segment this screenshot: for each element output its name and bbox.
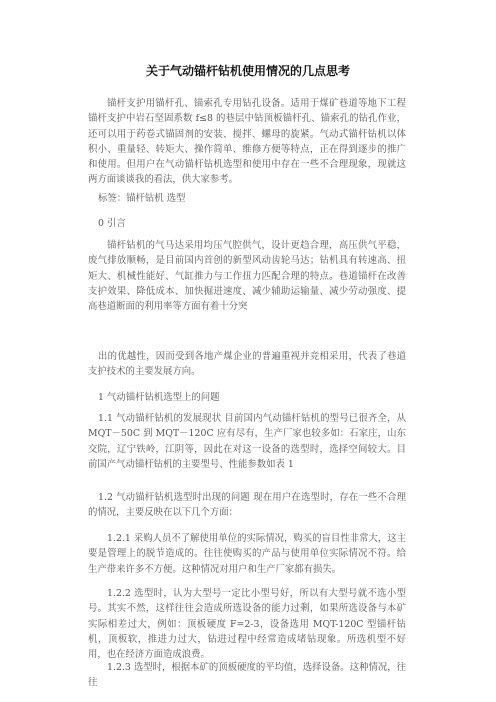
section-1-heading: 1 气动锚杆钻机选型上的问题	[98, 392, 220, 403]
section-1-2-2-paragraph: 1.2.2 选型时，认为大型号一定比小型号好，所以有大型号就不选小型号。其实不然，这样往往会造成所选设备的能力过剩，如果所选设备与本矿实际相差过大，例如：顶板硬度 F=2-3，设备选用 MQT-120C 型锚杆钻机，顶板软，推进力过大，钻进过程中经常造成堵钻现象。所选机型不好用，也在经济方面造成浪费。	[88, 588, 406, 661]
section-1-2-3-paragraph: 1.2.3 选型时，根据本矿的顶板硬度的平均值，选择设备。这种情况，往往	[88, 662, 406, 689]
intro-paragraph-2: 出的优越性，因而受到各地产煤企业的普遍重视并竞相采用，代表了巷道支护技术的主要发展方向。	[88, 351, 406, 378]
intro-paragraph-1: 锚杆钻机的气马达采用均压气腔供气，设计更趋合理，高压供气平稳，废气排放顺畅，是目前国内首创的新型风动齿轮马达；钻机具有转速高、扭矩大、机械性能好、气缸推力与工作扭力匹配合理的特点。巷道锚杆在改善支护效果、降低成本、加快掘进速度、减少辅助运输量、减少劳动强度、提高巷道断面的利用率等方面有着十分突	[88, 240, 406, 313]
section-1-1-paragraph: 1.1 气动锚杆钻机的发展现状 目前国内气动锚杆钻机的型号已很齐全，从 MQT－50C 到 MQT－120C 应有尽有，生产厂家也较多如：石家庄，山东交院，辽宁铁岭，江阴等，因此在对这一设备的选型时，选择空间较大。目前国产气动锚杆钻机的主要型号、性能参数如表 1	[88, 413, 406, 470]
keywords-line: 标签：锚杆钻机 选型	[98, 193, 186, 204]
section-0-heading: 0 引言	[98, 218, 126, 229]
section-1-2-1-paragraph: 1.2.1 采购人员不了解使用单位的实际情况，购买的盲目性非常大，这主要是管理上的脱节造成的。往往使购买的产品与使用单位实际情况不符。给生产带来许多不方便。这种情况对用户和生产厂家都有损失。	[88, 533, 406, 575]
section-1-2-paragraph: 1.2 气动锚杆钻机选型时出现的问题 现在用户在选型时，存在一些不合理的情况，主要反映在以下几个方面：	[88, 492, 406, 519]
abstract-paragraph: 锚杆支护用锚杆孔、锚索孔专用钻孔设备。适用于煤矿巷道等地下工程锚杆支护中岩石坚固系数 f≤8 的巷层中钻顶板锚杆孔、锚索孔的钻孔作业，还可以用于药卷式锚固剂的安装、搅拌、螺母的旋紧。气动式锚杆钻机以体积小、重量轻、转矩大、操作简单、维修方便等特点，正在得到逐步的推广和使用。但用户在气动锚杆钻机选型和使用中存在一些不合理现象，现就这两方面谈谈我的看法，供大家参考。	[88, 98, 406, 186]
document-title: 关于气动锚杆钻机使用情况的几点思考	[145, 64, 350, 78]
